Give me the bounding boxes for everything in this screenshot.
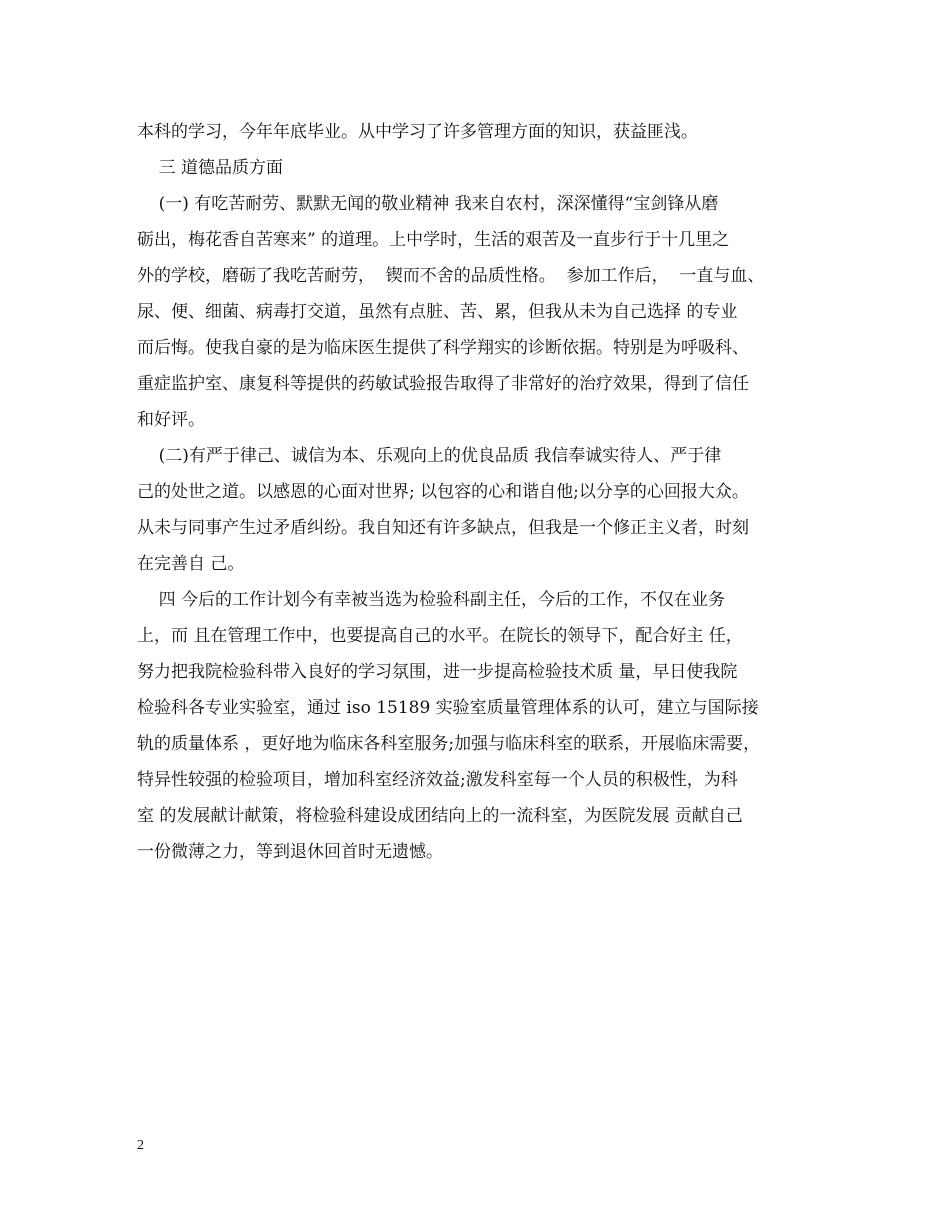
text-line: 重症监护室、康复科等提供的药敏试验报告取得了非常好的治疗效果，得到了信任	[137, 374, 749, 394]
document-body	[137, 114, 827, 870]
text-line: 砺出，梅花香自苦寒来” 的道理。上中学时，生活的艰苦及一直步行于十几里之	[137, 230, 730, 250]
text-line: 四 今后的工作计划今有幸被当选为检验科副主任，今后的工作，不仅在业务	[137, 590, 726, 610]
text-line: (一) 有吃苦耐劳、默默无闻的敬业精神 我来自农村，深深懂得“宝剑锋从磨	[137, 194, 719, 214]
text-line: 上，而 且在管理工作中，也要提高自己的水平。在院长的领导下，配合好主 任，	[137, 626, 743, 646]
text-line: 室 的发展献计献策，将检验科建设成团结向上的一流科室，为医院发展 贡献自己	[137, 806, 743, 826]
text-line: 和好评。	[137, 410, 205, 430]
text-line: 外的学校，磨砺了我吃苦耐劳， 锲而不舍的品质性格。 参加工作后， 一直与血、	[137, 266, 765, 286]
text-line: 从未与同事产生过矛盾纠纷。我自知还有许多缺点，但我是一个修正主义者，时刻	[137, 518, 749, 538]
text-line: 检验科各专业实验室，通过 iso 15189 实验室质量管理体系的认可，建立与国际接	[137, 698, 759, 718]
text-line: 尿、便、细菌、病毒打交道，虽然有点脏、苦、累，但我从未为自己选择 的专业	[137, 302, 738, 322]
text-line: 轨的质量体系 ，更好地为临床各科室服务;加强与临床科室的联系，开展临床需要，	[137, 734, 761, 754]
text-line: 努力把我院检验科带入良好的学习氛围，进一步提高检验技术质 量，早日使我院	[137, 662, 738, 682]
section-heading: 三 道德品质方面	[137, 158, 284, 178]
text-line: 本科的学习，今年年底毕业。从中学习了许多管理方面的知识，获益匪浅。	[137, 122, 698, 142]
page-number: 2	[137, 1138, 144, 1153]
text-line: (二)有严于律己、诚信为本、乐观向上的优良品质 我信奉诚实待人、严于律	[137, 446, 722, 466]
text-line: 而后悔。使我自豪的是为临床医生提供了科学翔实的诊断依据。特别是为呼吸科、	[137, 338, 749, 358]
text-line: 在完善自 己。	[137, 554, 245, 574]
text-line: 己的处世之道。以感恩的心面对世界; 以包容的心和谐自他;以分享的心回报大众。	[137, 482, 749, 502]
text-line: 特异性较强的检验项目，增加科室经济效益;激发科室每一个人员的积极性，为科	[137, 770, 738, 790]
text-line: 一份微薄之力，等到退休回首时无遗憾。	[137, 842, 443, 862]
